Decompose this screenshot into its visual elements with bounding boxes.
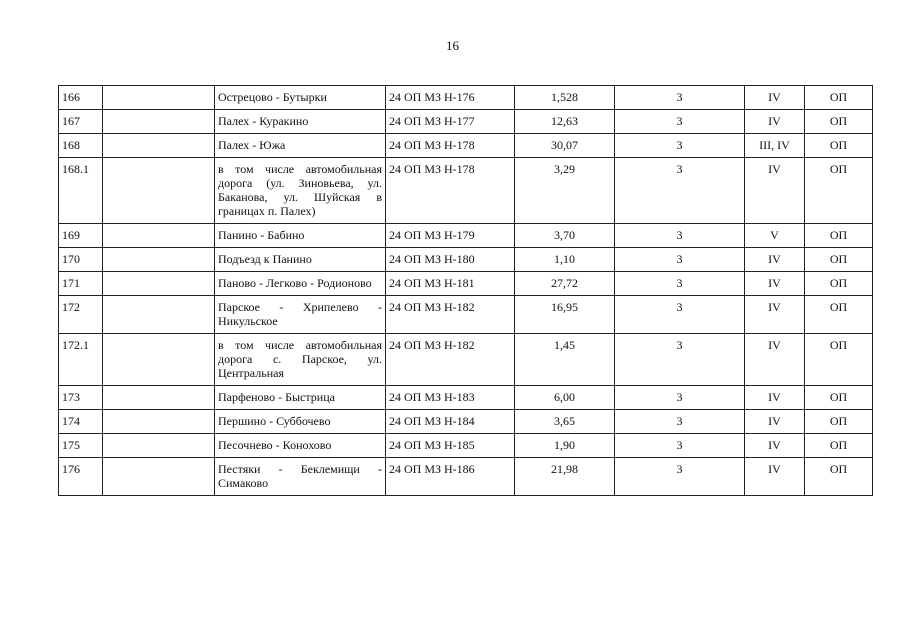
empty-cell [103,86,215,110]
road-name-cell: в том числе автомобильная дорога (ул. Зиновьева, ул. Баканова, ул. Шуйская в границах п. Палех) [215,158,386,224]
road-category-cell: 3 [615,434,745,458]
empty-cell [103,334,215,386]
road-significance-cell: ОП [805,272,873,296]
road-significance-cell: ОП [805,134,873,158]
road-category-cell: 3 [615,458,745,496]
road-name-cell: Першино - Суббочево [215,410,386,434]
road-id-cell: 24 ОП МЗ Н-186 [386,458,515,496]
road-class-cell: IV [745,296,805,334]
road-significance-cell: ОП [805,248,873,272]
road-id-cell: 24 ОП МЗ Н-182 [386,296,515,334]
table-row [59,386,873,410]
empty-cell [103,386,215,410]
row-number-cell: 174 [59,410,103,434]
roads-table [58,85,873,496]
road-category-cell: 3 [615,86,745,110]
empty-cell [103,272,215,296]
road-id-cell: 24 ОП МЗ Н-182 [386,334,515,386]
table-row [59,296,873,334]
road-name-cell: Парское - Хрипелево - Никульское [215,296,386,334]
road-significance-cell: ОП [805,86,873,110]
road-name-cell: Острецово - Бутырки [215,86,386,110]
road-category-cell: 3 [615,386,745,410]
row-number-cell: 167 [59,110,103,134]
empty-cell [103,248,215,272]
row-number-cell: 172 [59,296,103,334]
road-category-cell: 3 [615,410,745,434]
road-class-cell: IV [745,458,805,496]
road-length-cell: 3,65 [515,410,615,434]
road-id-cell: 24 ОП МЗ Н-179 [386,224,515,248]
road-class-cell: IV [745,86,805,110]
road-id-cell: 24 ОП МЗ Н-184 [386,410,515,434]
road-name-cell: Подъезд к Панино [215,248,386,272]
road-id-cell: 24 ОП МЗ Н-185 [386,434,515,458]
empty-cell [103,434,215,458]
road-significance-cell: ОП [805,458,873,496]
road-class-cell: IV [745,334,805,386]
row-number-cell: 173 [59,386,103,410]
road-class-cell: IV [745,158,805,224]
road-id-cell: 24 ОП МЗ Н-180 [386,248,515,272]
road-significance-cell: ОП [805,110,873,134]
road-category-cell: 3 [615,272,745,296]
road-id-cell: 24 ОП МЗ Н-177 [386,110,515,134]
table-row [59,134,873,158]
row-number-cell: 168.1 [59,158,103,224]
road-length-cell: 6,00 [515,386,615,410]
road-id-cell: 24 ОП МЗ Н-176 [386,86,515,110]
road-length-cell: 3,70 [515,224,615,248]
road-significance-cell: ОП [805,296,873,334]
row-number-cell: 169 [59,224,103,248]
road-length-cell: 30,07 [515,134,615,158]
table-row [59,248,873,272]
empty-cell [103,296,215,334]
road-id-cell: 24 ОП МЗ Н-178 [386,158,515,224]
road-name-cell: Панино - Бабино [215,224,386,248]
roads-table-body [59,86,873,496]
table-row [59,458,873,496]
road-name-cell: Пестяки - Беклемищи - Симаково [215,458,386,496]
road-class-cell: IV [745,248,805,272]
row-number-cell: 175 [59,434,103,458]
road-length-cell: 1,90 [515,434,615,458]
road-name-cell: Палех - Южа [215,134,386,158]
road-category-cell: 3 [615,110,745,134]
road-class-cell: IV [745,386,805,410]
empty-cell [103,458,215,496]
road-significance-cell: ОП [805,410,873,434]
empty-cell [103,224,215,248]
road-length-cell: 1,45 [515,334,615,386]
table-row [59,224,873,248]
row-number-cell: 176 [59,458,103,496]
road-category-cell: 3 [615,334,745,386]
road-name-cell: Песочнево - Конохово [215,434,386,458]
table-row [59,272,873,296]
road-class-cell: IV [745,272,805,296]
road-length-cell: 16,95 [515,296,615,334]
road-category-cell: 3 [615,224,745,248]
table-row [59,410,873,434]
road-category-cell: 3 [615,158,745,224]
road-length-cell: 1,10 [515,248,615,272]
road-significance-cell: ОП [805,434,873,458]
table-row [59,110,873,134]
road-length-cell: 3,29 [515,158,615,224]
road-significance-cell: ОП [805,158,873,224]
road-class-cell: III, IV [745,134,805,158]
road-name-cell: Палех - Куракино [215,110,386,134]
row-number-cell: 171 [59,272,103,296]
road-name-cell: Паново - Легково - Родионово [215,272,386,296]
road-category-cell: 3 [615,296,745,334]
table-row [59,86,873,110]
road-category-cell: 3 [615,248,745,272]
road-length-cell: 1,528 [515,86,615,110]
row-number-cell: 170 [59,248,103,272]
road-class-cell: IV [745,110,805,134]
table-row [59,434,873,458]
road-category-cell: 3 [615,134,745,158]
road-name-cell: Парфеново - Быстрица [215,386,386,410]
road-length-cell: 21,98 [515,458,615,496]
empty-cell [103,158,215,224]
road-id-cell: 24 ОП МЗ Н-183 [386,386,515,410]
road-significance-cell: ОП [805,224,873,248]
row-number-cell: 168 [59,134,103,158]
road-name-cell: в том числе автомобильная дорога с. Парское, ул. Центральная [215,334,386,386]
empty-cell [103,410,215,434]
road-significance-cell: ОП [805,334,873,386]
road-class-cell: IV [745,434,805,458]
page-number: 16 [446,38,459,53]
road-length-cell: 27,72 [515,272,615,296]
road-length-cell: 12,63 [515,110,615,134]
road-id-cell: 24 ОП МЗ Н-181 [386,272,515,296]
table-row [59,158,873,224]
empty-cell [103,134,215,158]
road-significance-cell: ОП [805,386,873,410]
row-number-cell: 172.1 [59,334,103,386]
road-id-cell: 24 ОП МЗ Н-178 [386,134,515,158]
road-class-cell: IV [745,410,805,434]
empty-cell [103,110,215,134]
table-row [59,334,873,386]
road-class-cell: V [745,224,805,248]
row-number-cell: 166 [59,86,103,110]
